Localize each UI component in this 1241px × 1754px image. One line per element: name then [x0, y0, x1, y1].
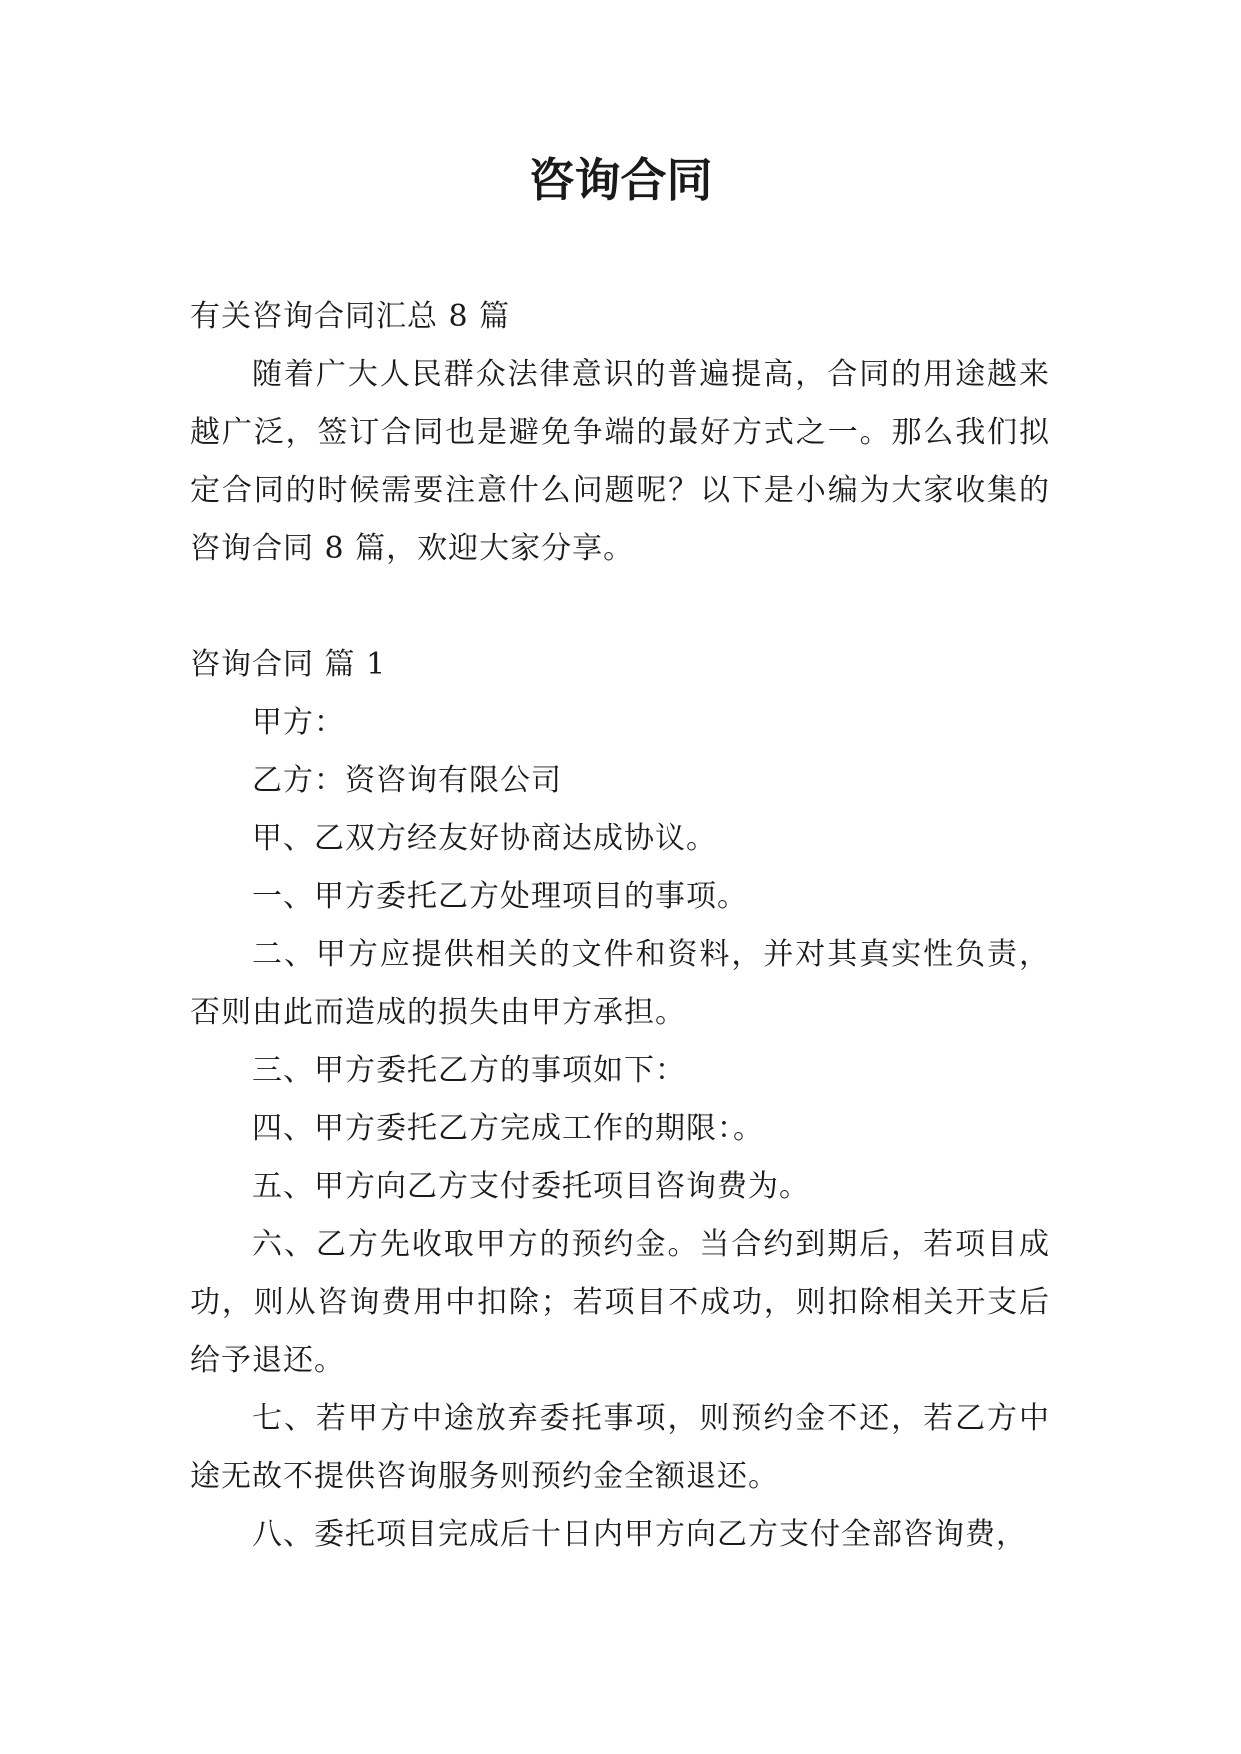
section-heading: 咨询合同 篇 1: [190, 647, 387, 682]
agreement-line: 甲、乙双方经友好协商达成协议。: [252, 821, 717, 856]
clause-5: 五、甲方向乙方支付委托项目咨询费为。: [252, 1169, 810, 1204]
party-a-line: 甲方：: [252, 705, 345, 740]
party-b-line: 乙方：资咨询有限公司: [252, 763, 562, 798]
clause-1: 一、甲方委托乙方处理项目的事项。: [252, 879, 748, 914]
document-title: 咨询合同: [528, 153, 713, 207]
clause-3: 三、甲方委托乙方的事项如下：: [252, 1053, 686, 1088]
clause-4: 四、甲方委托乙方完成工作的期限：。: [252, 1111, 764, 1146]
intro-paragraph: 随着广大人民群众法律意识的普遍提高，合同的用途越来越广泛，签订合同也是避免争端的最好方式之一。那么我们拟定合同的时候需要注意什么问题呢？以下是小编为大家收集的咨询合同 8 篇，欢迎大家分享。: [190, 357, 1050, 566]
clause-8: 八、委托项目完成后十日内甲方向乙方支付全部咨询费，: [252, 1517, 1027, 1552]
clause-7: 七、若甲方中途放弃委托事项，则预约金不还，若乙方中途无故不提供咨询服务则预约金全额退还。: [190, 1401, 1050, 1494]
clause-2: 二、甲方应提供相关的文件和资料，并对其真实性负责，否则由此而造成的损失由甲方承担。: [190, 937, 1050, 1030]
document-body: [190, 288, 1050, 1564]
document-subtitle: 有关咨询合同汇总 8 篇: [190, 299, 511, 334]
section-spacer: [190, 578, 1050, 636]
clause-6: 六、乙方先收取甲方的预约金。当合约到期后，若项目成功，则从咨询费用中扣除；若项目不成功，则扣除相关开支后给予退还。: [190, 1227, 1050, 1378]
